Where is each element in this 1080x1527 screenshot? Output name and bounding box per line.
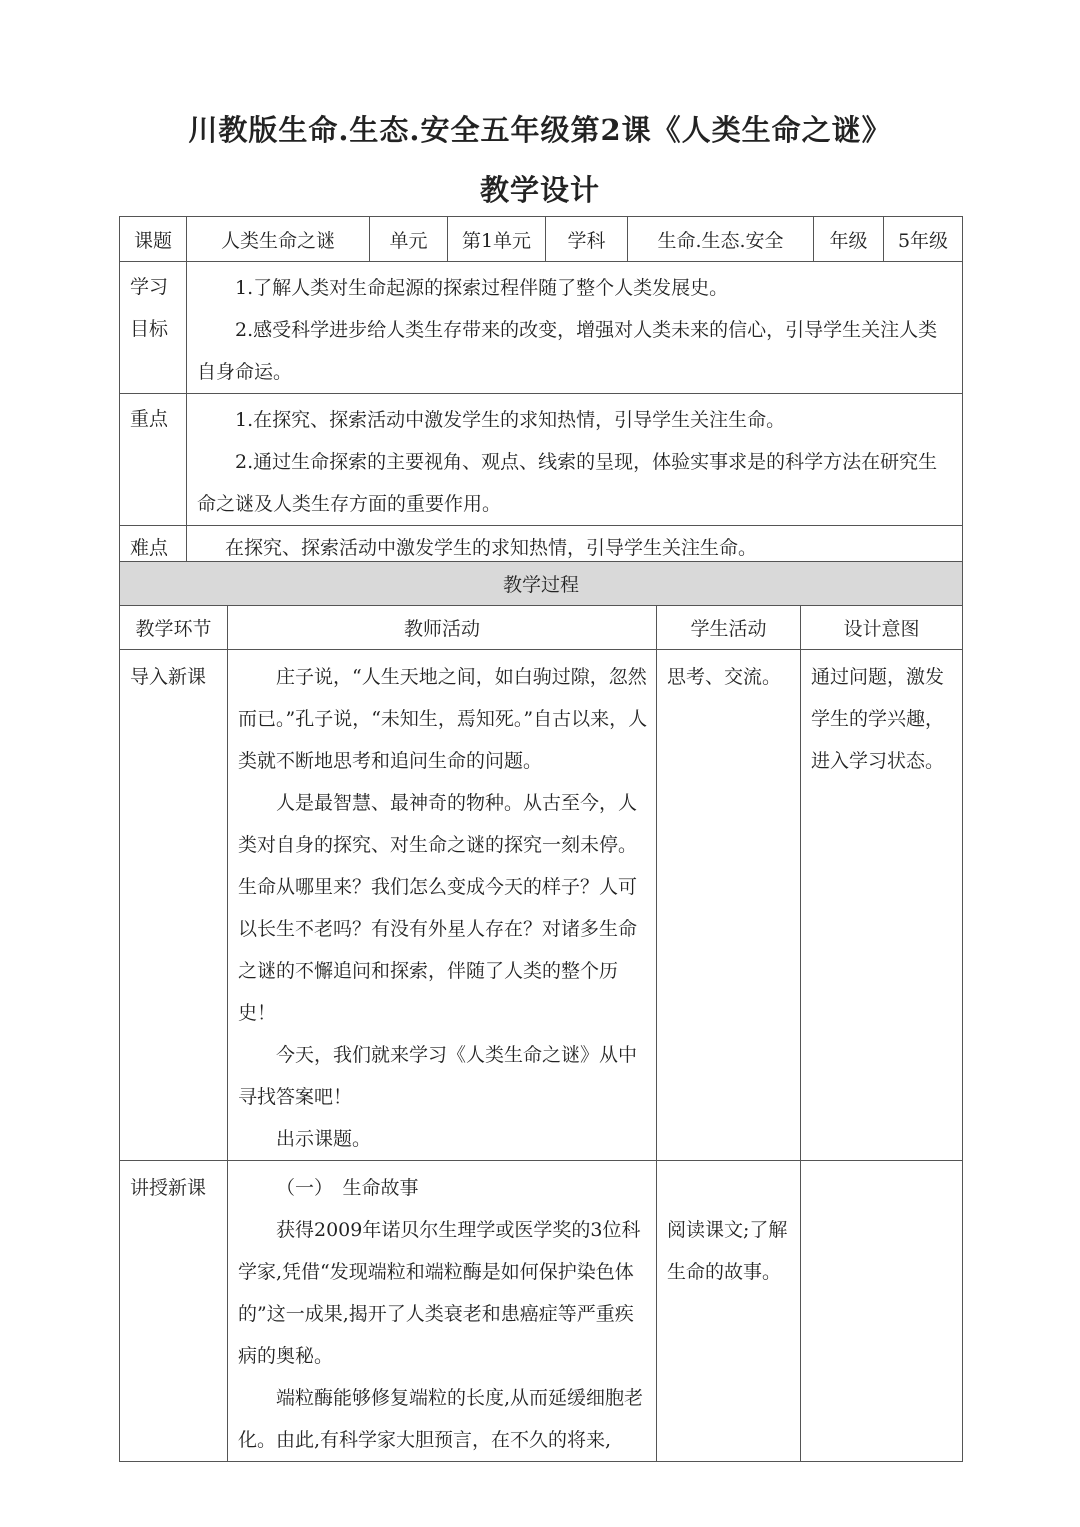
topic-value: 人类生命之谜 [187, 217, 370, 262]
goal-item: 2.感受科学进步给人类生存带来的改变，增强对人类未来的信心，引导学生关注人类自身命运。 [197, 319, 938, 383]
column-header-stage: 教学环节 [120, 606, 228, 650]
stage-cell: 讲授新课 [120, 1161, 228, 1462]
table-row [120, 650, 963, 1161]
keypoints-content [187, 394, 963, 526]
design-intent-cell: 通过问题，激发学生的学兴趣，进入学习状态。 [801, 650, 963, 1161]
keypoint-item: 2.通过生命探索的主要视角、观点、线索的呈现，体验实事求是的科学方法在研究生命之谜及人类生存方面的重要作用。 [197, 451, 938, 515]
difficulty-label: 难点 [120, 526, 187, 570]
section-heading: （一） 生命故事 [276, 1177, 419, 1199]
teacher-paragraph: 人是最智慧、最神奇的物种。从古至今，人类对自身的探究、对生命之谜的探究一刻未停。生命从哪里来？我们怎么变成今天的样子？人可以长生不老吗？有没有外星人存在？对诸多生命之谜的不懈追问和探索，伴随了人类的整个历史！ [238, 792, 638, 1024]
column-header-student: 学生活动 [657, 606, 801, 650]
teacher-activity-cell [228, 1161, 657, 1462]
goal-item: 1.了解人类对生命起源的探索过程伴随了整个人类发展史。 [235, 277, 729, 299]
student-activity-cell: 思考、交流。 [657, 650, 801, 1161]
goals-label-line2: 目标 [130, 318, 169, 340]
process-table [119, 561, 963, 1462]
teacher-paragraph: 端粒酶能够修复端粒的长度,从而延缓细胞老化。由此,有科学家大胆预言，在不久的将来, [238, 1387, 644, 1451]
unit-value: 第1单元 [448, 217, 546, 262]
grade-label: 年级 [814, 217, 884, 262]
topic-label: 课题 [120, 217, 187, 262]
goals-label-line1: 学习 [130, 276, 169, 298]
keypoint-item: 1.在探究、探索活动中激发学生的求知热情，引导学生关注生命。 [235, 409, 786, 431]
teacher-activity-cell [228, 650, 657, 1161]
keypoints-label: 重点 [120, 394, 187, 526]
difficulty-content: 在探究、探索活动中激发学生的求知热情，引导学生关注生命。 [187, 526, 963, 570]
stage-cell: 导入新课 [120, 650, 228, 1161]
lesson-info-table [119, 216, 963, 570]
document-title: 川教版生命.生态.安全五年级第2课《人类生命之谜》 [188, 113, 892, 147]
unit-label: 单元 [370, 217, 448, 262]
grade-value: 5年级 [884, 217, 963, 262]
student-activity-cell: 阅读课文;了解生命的故事。 [657, 1161, 801, 1462]
subject-label: 学科 [546, 217, 628, 262]
teacher-paragraph: 获得2009年诺贝尔生理学或医学奖的3位科学家,凭借“发现端粒和端粒酶是如何保护染色体的”这一成果,揭开了人类衰老和患癌症等严重疾病的奥秘。 [238, 1219, 641, 1367]
teacher-paragraph: 庄子说，“人生天地之间，如白驹过隙，忽然而已。”孔子说，“未知生，焉知死。”自古以来，人类就不断地思考和追问生命的问题。 [238, 666, 648, 772]
column-header-intent: 设计意图 [801, 606, 963, 650]
goals-content [187, 262, 963, 394]
goals-label [120, 262, 187, 394]
column-header-teacher: 教师活动 [228, 606, 657, 650]
table-row [120, 1161, 963, 1462]
design-intent-cell [801, 1161, 963, 1462]
teacher-paragraph: 出示课题。 [276, 1128, 372, 1150]
subject-value: 生命.生态.安全 [628, 217, 814, 262]
document-subtitle: 教学设计 [479, 173, 600, 207]
process-heading: 教学过程 [120, 562, 963, 606]
teacher-paragraph: 今天，我们就来学习《人类生命之谜》从中寻找答案吧！ [238, 1044, 638, 1108]
